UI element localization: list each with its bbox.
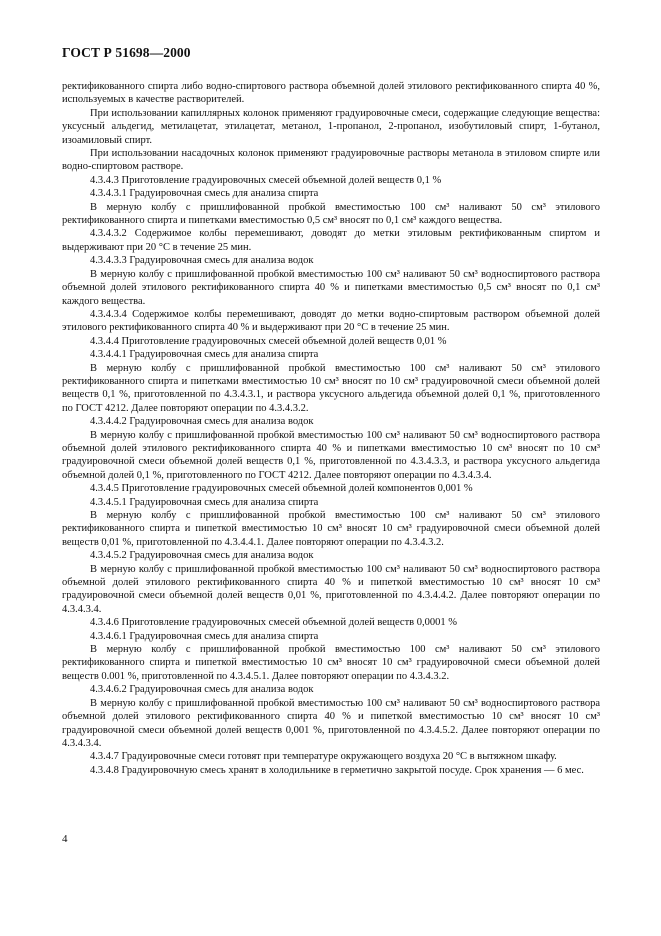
section-heading: 4.3.4.4.1 Градуировочная смесь для анализа спирта [90,349,319,361]
paragraph: В мерную колбу с пришлифованной пробкой вместимостью 100 см³ наливают 50 см³ водноспиртового раствора объемной долей этилового ректификованного спирта 40 % и пипетками вместимостью 0,5 см³ вносят по 0,1 см³ каждого вещества. [62,268,600,307]
section-heading: 4.3.4.3.3 Градуировочная смесь для анализа водок [90,255,314,267]
paragraph: При использовании капиллярных колонок применяют градуировочные смеси, содержащие следующие вещества: уксусный альдегид, метилацетат, этилацетат, метанол, 1-пропанол, 2-пропанол, изобутиловый спирт, 1-бутанол, изоамиловый спирт. [62,107,600,146]
paragraph: ректификованного спирта либо водно-спиртового раствора объемной долей этилового ректификованного спирта 40 %, используемых в качестве растворителей. [62,81,600,106]
section-heading: 4.3.4.5.2 Градуировочная смесь для анализа водок [90,550,314,562]
section-heading: 4.3.4.4 Приготовление градуировочных смесей объемной долей веществ 0,01 % [90,335,447,347]
section-heading: 4.3.4.5.1 Градуировочная смесь для анализа спирта [90,496,319,508]
section-heading: 4.3.4.5 Приготовление градуировочных смесей объемной долей компонентов 0,001 % [90,483,473,495]
section-heading: 4.3.4.6.2 Градуировочная смесь для анализа водок [90,684,314,696]
section-heading: 4.3.4.6.1 Градуировочная смесь для анализа спирта [90,630,319,642]
paragraph: В мерную колбу с пришлифованной пробкой вместимостью 100 см³ наливают 50 см³ этилового ректификованного спирта и пипетками вместимостью 10 см³ вносят по 10 см³ градуировочной смеси объемной долей веществ 0,1 %, приготовленной по 4.3.4.3.1, и раствора уксусного альдегида объемной долей 0,1 %, приготовленного по ГОСТ 4212. Далее повторяют операции по 4.3.4.3.2. [62,362,600,414]
paragraph: В мерную колбу с пришлифованной пробкой вместимостью 100 см³ наливают 50 см³ этилового ректификованного спирта и пипеткой вместимостью 10 см³ вносят 10 см³ градуировочной смеси объемной долей веществ 0.001 %, приготовленной по 4.3.4.5.1. Далее повторяют операции по 4.3.4.3.2. [62,644,600,682]
document-body [62,80,600,777]
section-heading: 4.3.4.6 Приготовление градуировочных смесей объемной долей веществ 0,0001 % [90,617,458,629]
section-paragraph: 4.3.4.3.2 Содержимое колбы перемешивают, доводят до метки этиловым ректификованным спиртом и выдерживают при 20 °С в течение 25 мин. [62,228,600,253]
section-heading: 4.3.4.3.1 Градуировочная смесь для анализа спирта [90,188,319,200]
section-paragraph: 4.3.4.3.4 Содержимое колбы перемешивают, доводят до метки водно-спиртовым раствором объемной долей этилового ректификованного спирта 40 % и выдерживают при 20 °С в течение 25 мин. [62,308,600,334]
section-heading: 4.3.4.4.2 Градуировочная смесь для анализа водок [90,416,314,428]
paragraph: В мерную колбу с пришлифованной пробкой вместимостью 100 см³ наливают 50 см³ водноспиртового раствора объемной долей этилового ректификованного спирта 40 % и пипеткой вместимостью 10 см³ вносят 10 см³ градуировочной смеси объемной долей веществ 0,01 %, приготовленной по 4.3.4.4.2. Далее повторяют операции по 4.3.4.3.4. [62,563,600,615]
paragraph: В мерную колбу с пришлифованной пробкой вместимостью 100 см³ наливают 50 см³ водноспиртового раствора объемной долей этилового ректификованного спирта 40 % и пипетками вместимостью 10 см³ вносят по 10 см³ градуировочной смеси объемной долей веществ 0,1 %, приготовленной по 4.3.4.3.3, и раствора уксусного альдегида объемной долей 0,1 %, приготовленного по ГОСТ 4212. Далее повторяют операции по 4.3.4.3.4. [62,429,600,481]
paragraph: В мерную колбу с пришлифованной пробкой вместимостью 100 см³ наливают 50 см³ этилового ректификованного спирта и пипеткой вместимостью 10 см³ вносят 10 см³ градуировочной смеси объемной долей веществ 0,01 %, приготовленной по 4.3.4.4.1. Далее повторяют операции по 4.3.4.3.2. [62,510,600,548]
section-paragraph: 4.3.4.8 Градуировочную смесь хранят в холодильнике в герметично закрытой посуде. Срок хранения — 6 мес. [90,764,584,776]
document-header: ГОСТ Р 51698—2000 [62,45,191,60]
paragraph: В мерную колбу с пришлифованной пробкой вместимостью 100 см³ наливают 50 см³ водноспиртового раствора объемной долей этилового ректификованного спирта 40 % и пипеткой вместимостью 10 см³ вносят 10 см³ градуировочной смеси объемной долей веществ 0,001 %, приготовленной по 4.3.4.5.2. Далее повторяют операции по 4.3.4.3.4. [62,697,600,749]
page-number: 4 [62,833,68,845]
section-heading: 4.3.4.3 Приготовление градуировочных смесей объемной долей веществ 0,1 % [90,174,442,186]
paragraph: В мерную колбу с пришлифованной пробкой вместимостью 100 см³ наливают 50 см³ этилового ректификованного спирта и пипетками вместимостью 0,5 см³ вносят по 0,1 см³ каждого вещества. [62,201,600,227]
section-paragraph: 4.3.4.7 Градуировочные смеси готовят при температуре окружающего воздуха 20 °С в вытяжном шкафу. [90,751,557,763]
paragraph: При использовании насадочных колонок применяют градуировочные растворы метанола в этиловом спирте или водно-спиртовом растворе. [62,148,600,173]
